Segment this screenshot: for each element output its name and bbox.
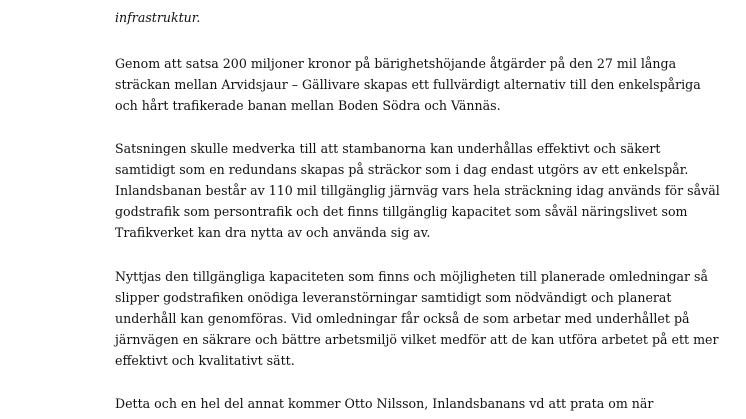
paragraph-1 (115, 53, 735, 116)
paragraph-line: Inlandsbanan består av 110 mil tillgänglig järnväg vars hela sträckning idag används för såväl (115, 183, 720, 198)
paragraph-line: Genom att satsa 200 miljoner kronor på bärighetshöjande åtgärder på den 27 mil långa (115, 56, 677, 71)
paragraph-2 (115, 138, 735, 243)
paragraph-line: järnvägen en säkrare och bättre arbetsmiljö vilket medför att de kan utföra arbetet på ett mer (115, 332, 719, 347)
paragraph-line: slipper godstrafiken onödiga leveranstörningar samtidigt som nödvändigt och planerat (115, 290, 672, 305)
paragraph-line: effektivt och kvalitativt sätt. (115, 353, 295, 368)
paragraph-line: Satsningen skulle medverka till att stambanorna kan underhållas effektivt och säkert (115, 141, 661, 156)
paragraph-line: Detta och en hel del annat kommer Otto Nilsson, Inlandsbanans vd att prata om när (115, 396, 654, 411)
paragraph-3 (115, 266, 735, 371)
paragraph-line: samtidigt som en redundans skapas på sträckor som i dag endast utgörs av ett enkelspår. (115, 162, 689, 177)
paragraph-line: godstrafik som persontrafik och det finns tillgänglig kapacitet som såväl näringslivet som (115, 204, 688, 219)
paragraph-line: Trafikverket kan dra nytta av och använda sig av. (115, 225, 431, 240)
intro-line: infrastruktur. (115, 10, 201, 25)
intro-paragraph (115, 0, 735, 25)
paragraph-4 (115, 393, 735, 414)
paragraph-line: sträckan mellan Arvidsjaur – Gällivare skapas ett fullvärdigt alternativ till den enkelspåriga (115, 77, 701, 92)
paragraph-line: underhåll kan genomföras. Vid omledningar får också de som arbetar med underhållet på (115, 311, 690, 326)
paragraph-line: och hårt trafikerade banan mellan Boden Södra och Vännäs. (115, 98, 501, 113)
paragraph-line: Nyttjas den tillgängliga kapaciteten som finns och möjligheten till planerade omledningar så (115, 269, 709, 284)
